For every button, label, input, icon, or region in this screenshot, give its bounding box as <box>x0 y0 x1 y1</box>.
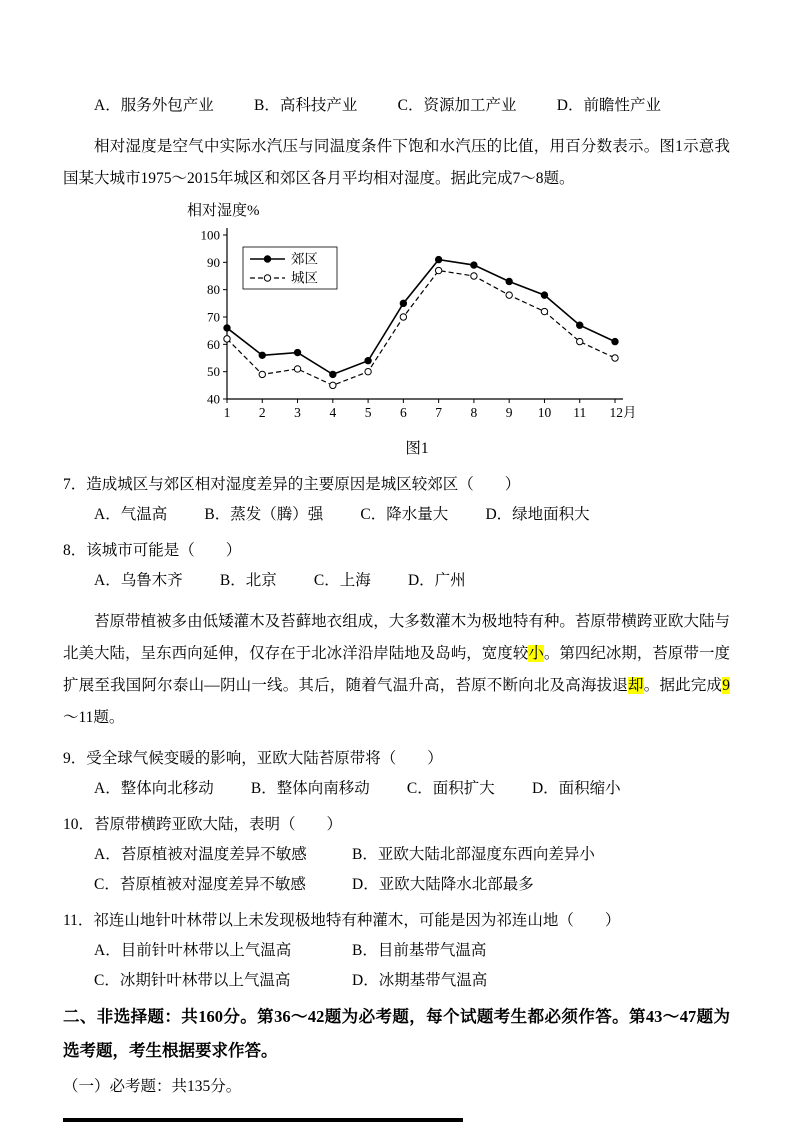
option-row <box>94 566 730 596</box>
svg-text:2: 2 <box>258 405 266 420</box>
tundra-intro-paragraph <box>63 606 730 734</box>
option-label: A．目前针叶林带以上气温高 <box>94 942 292 959</box>
humidity-intro-paragraph: 相对湿度是空气中实际水汽压与同温度条件下饱和水汽压的比值，用百分数表示。图1示意我国某大城市1975～2015年城区和郊区各月平均相对湿度。据此完成7～8题。 <box>63 138 730 187</box>
highlighted-text: 却 <box>628 677 644 694</box>
option-label: D．面积缩小 <box>531 780 621 797</box>
option-label: A．乌鲁木齐 <box>94 572 183 589</box>
paragraph-text: ～11题。 <box>63 709 125 726</box>
option-row <box>94 774 730 804</box>
question-block <box>63 906 730 996</box>
option-label: B．亚欧大陆北部湿度东西向差异小 <box>352 846 595 863</box>
option-label: D．绿地面积大 <box>485 506 590 523</box>
questions-7-8 <box>63 470 730 596</box>
option-label: A．苔原植被对温度差异不敏感 <box>94 846 307 863</box>
question-stem: 9．受全球气候变暖的影响，亚欧大陆苔原带将（ ） <box>63 750 443 767</box>
top-options-line <box>94 95 730 117</box>
option-label: A．整体向北移动 <box>94 780 214 797</box>
subsection-heading: （一）必考题：共135分。 <box>63 1078 242 1095</box>
svg-text:90: 90 <box>207 254 220 270</box>
option-label: A．服务外包产业 <box>94 97 214 114</box>
page-bottom-rule <box>63 1118 463 1122</box>
svg-text:12月: 12月 <box>609 405 637 420</box>
option-row <box>94 936 730 966</box>
option-label: C．面积扩大 <box>406 780 495 797</box>
question-block <box>63 744 730 804</box>
option-label: D．冰期基带气温高 <box>352 972 488 989</box>
figure-caption: 图1 <box>405 440 429 457</box>
svg-text:郊区: 郊区 <box>291 251 318 267</box>
paragraph-text: 。第四纪冰期，苔原带一度扩展至我国阿尔泰山—阴山一线。其后，随着气温升高，苔原不断向北及高海拔退 <box>63 645 730 694</box>
question-block <box>63 810 730 900</box>
svg-text:70: 70 <box>207 309 220 325</box>
svg-text:8: 8 <box>470 405 478 420</box>
option-label: D．前瞻性产业 <box>556 97 661 114</box>
question-stem: 7．造成城区与郊区相对湿度差异的主要原因是城区较郊区（ ） <box>63 476 521 493</box>
paragraph-text: 。据此完成 <box>643 677 723 694</box>
svg-text:10: 10 <box>537 405 552 420</box>
svg-text:7: 7 <box>435 405 443 420</box>
question-block <box>63 536 730 596</box>
questions-9-11 <box>63 744 730 996</box>
svg-text:6: 6 <box>399 405 407 420</box>
option-label: C．苔原植被对湿度差异不敏感 <box>94 876 306 893</box>
svg-text:3: 3 <box>294 405 301 420</box>
section-two-heading: 二、非选择题：共160分。第36～42题为必考题，每个试题考生都必须作答。第43～47题为选考题，考生根据要求作答。 <box>63 1007 730 1060</box>
paragraph-text: 苔原带植被多由低矮灌木及苔藓地衣组成，大多数灌木为极地特有种。苔原带横跨亚欧大陆与北美大陆，呈东西向延伸，仅存在于北冰洋沿岸陆地及岛屿，宽度较 <box>63 613 730 662</box>
svg-text:40: 40 <box>207 391 220 407</box>
svg-text:5: 5 <box>364 405 372 420</box>
option-label: B．北京 <box>219 572 277 589</box>
option-row <box>94 870 730 900</box>
question-stem: 10．苔原带横跨亚欧大陆，表明（ ） <box>63 816 343 833</box>
question-stem: 11．祁连山地针叶林带以上未发现极地特有种灌木，可能是因为祁连山地（ ） <box>63 912 621 929</box>
option-label: B．蒸发（腾）强 <box>204 506 324 523</box>
svg-text:100: 100 <box>200 227 220 243</box>
option-label: B．整体向南移动 <box>250 780 370 797</box>
option-label: C．降水量大 <box>360 506 449 523</box>
question-block <box>63 470 730 530</box>
svg-text:11: 11 <box>573 405 587 420</box>
option-label: A．气温高 <box>94 506 168 523</box>
option-label: B．高科技产业 <box>254 97 358 114</box>
option-label: D．广州 <box>407 572 466 589</box>
svg-text:60: 60 <box>207 336 220 352</box>
svg-text:城区: 城区 <box>291 270 318 286</box>
svg-text:1: 1 <box>223 405 231 420</box>
option-label: C．冰期针叶林带以上气温高 <box>94 972 291 989</box>
option-row <box>94 840 730 870</box>
humidity-chart-svg <box>187 223 637 429</box>
chart-legend <box>243 247 337 289</box>
option-label: D．亚欧大陆降水北部最多 <box>352 876 534 893</box>
option-label: B．目前基带气温高 <box>352 942 487 959</box>
option-label: C．资源加工产业 <box>397 97 517 114</box>
svg-text:4: 4 <box>329 405 337 420</box>
highlighted-text: 小 <box>528 645 544 662</box>
svg-text:80: 80 <box>207 282 220 298</box>
option-row <box>94 500 730 530</box>
humidity-chart-block <box>187 199 647 460</box>
svg-text:50: 50 <box>207 364 220 380</box>
option-label: C．上海 <box>313 572 371 589</box>
chart-title: 相对湿度% <box>187 203 260 219</box>
svg-text:9: 9 <box>505 405 513 420</box>
option-row <box>94 966 730 996</box>
question-stem: 8．该城市可能是（ ） <box>63 542 242 559</box>
highlighted-text: 9 <box>722 677 730 694</box>
